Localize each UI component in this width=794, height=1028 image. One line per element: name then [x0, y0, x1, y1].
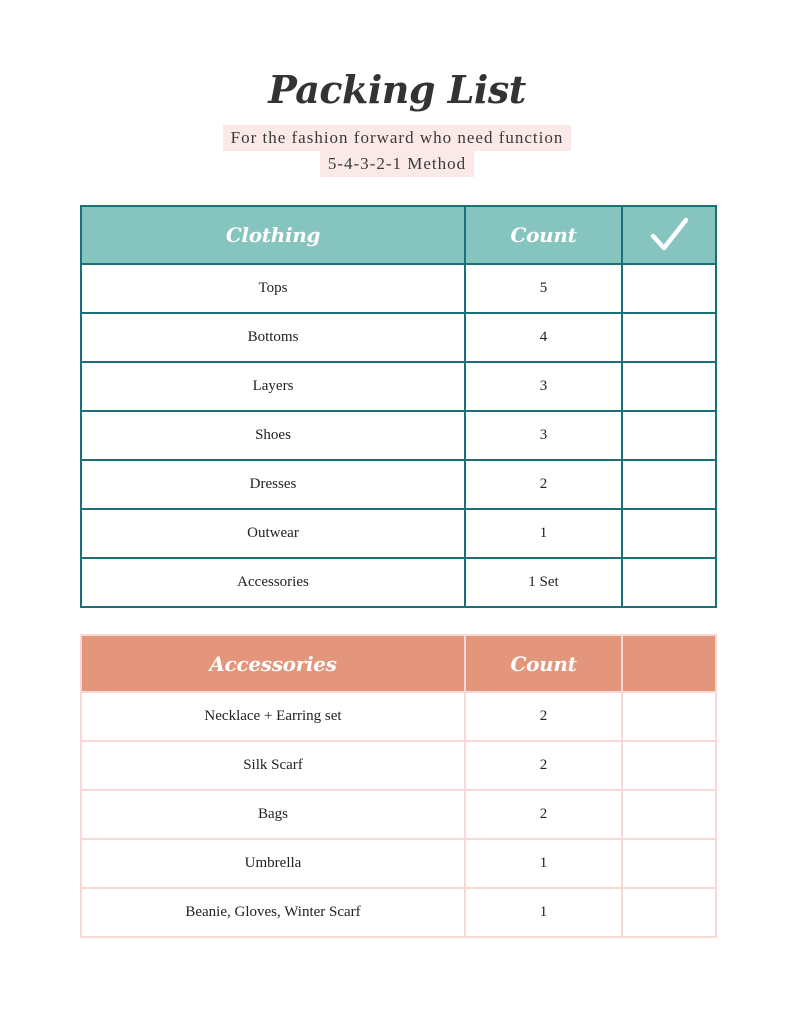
- clothing-count-cell: 2: [465, 460, 622, 509]
- clothing-header-item: [81, 206, 465, 264]
- accessories-item-cell: Beanie, Gloves, Winter Scarf: [81, 888, 465, 937]
- clothing-item-cell: Accessories: [81, 558, 465, 607]
- accessories-checkbox-cell[interactable]: [622, 741, 716, 790]
- accessories-table: [80, 634, 717, 938]
- table-row: [81, 509, 716, 558]
- clothing-count-cell: 4: [465, 313, 622, 362]
- clothing-checkbox-cell[interactable]: [622, 558, 716, 607]
- clothing-count-cell: 1 Set: [465, 558, 622, 607]
- clothing-header-label: Clothing: [225, 223, 321, 247]
- clothing-checkbox-cell[interactable]: [622, 362, 716, 411]
- table-row: [81, 460, 716, 509]
- accessories-item-cell: Umbrella: [81, 839, 465, 888]
- clothing-checkbox-cell[interactable]: [622, 460, 716, 509]
- clothing-item-cell: Outwear: [81, 509, 465, 558]
- accessories-item-cell: Necklace + Earring set: [81, 692, 465, 741]
- clothing-item-cell: Layers: [81, 362, 465, 411]
- table-row: [81, 264, 716, 313]
- accessories-header-row: [81, 635, 716, 692]
- accessories-count-cell: 2: [465, 692, 622, 741]
- clothing-header-count: [465, 206, 622, 264]
- clothing-count-cell: 3: [465, 411, 622, 460]
- checkmark-icon: [647, 213, 691, 257]
- accessories-item-cell: Silk Scarf: [81, 741, 465, 790]
- clothing-count-label: Count: [510, 223, 577, 247]
- table-row: [81, 888, 716, 937]
- clothing-header-row: [81, 206, 716, 264]
- accessories-count-cell: 2: [465, 741, 622, 790]
- table-row: [81, 692, 716, 741]
- accessories-checkbox-cell[interactable]: [622, 839, 716, 888]
- accessories-header-check: [622, 635, 716, 692]
- accessories-header-item: [81, 635, 465, 692]
- table-row: [81, 411, 716, 460]
- table-row: [81, 558, 716, 607]
- clothing-table: [80, 205, 717, 608]
- clothing-count-cell: 5: [465, 264, 622, 313]
- accessories-count-label: Count: [510, 651, 577, 676]
- accessories-count-cell: 1: [465, 888, 622, 937]
- table-row: [81, 741, 716, 790]
- accessories-checkbox-cell[interactable]: [622, 790, 716, 839]
- page-title: Packing List: [268, 67, 526, 112]
- clothing-checkbox-cell[interactable]: [622, 264, 716, 313]
- clothing-checkbox-cell[interactable]: [622, 411, 716, 460]
- clothing-count-cell: 1: [465, 509, 622, 558]
- accessories-item-cell: Bags: [81, 790, 465, 839]
- subtitle-line-1: For the fashion forward who need function: [223, 125, 572, 151]
- accessories-header-label: Accessories: [209, 651, 337, 676]
- clothing-item-cell: Shoes: [81, 411, 465, 460]
- table-row: [81, 313, 716, 362]
- table-row: [81, 839, 716, 888]
- subtitle-line-2-wrap: [0, 151, 794, 177]
- table-row: [81, 362, 716, 411]
- subtitle-line-1-wrap: [0, 125, 794, 151]
- clothing-checkbox-cell[interactable]: [622, 509, 716, 558]
- accessories-count-cell: 2: [465, 790, 622, 839]
- clothing-checkbox-cell[interactable]: [622, 313, 716, 362]
- accessories-count-cell: 1: [465, 839, 622, 888]
- clothing-item-cell: Dresses: [81, 460, 465, 509]
- accessories-checkbox-cell[interactable]: [622, 692, 716, 741]
- table-row: [81, 790, 716, 839]
- accessories-header-count: [465, 635, 622, 692]
- clothing-header-check: [622, 206, 716, 264]
- clothing-item-cell: Bottoms: [81, 313, 465, 362]
- subtitle-line-2: 5-4-3-2-1 Method: [320, 151, 474, 177]
- clothing-item-cell: Tops: [81, 264, 465, 313]
- clothing-count-cell: 3: [465, 362, 622, 411]
- accessories-checkbox-cell[interactable]: [622, 888, 716, 937]
